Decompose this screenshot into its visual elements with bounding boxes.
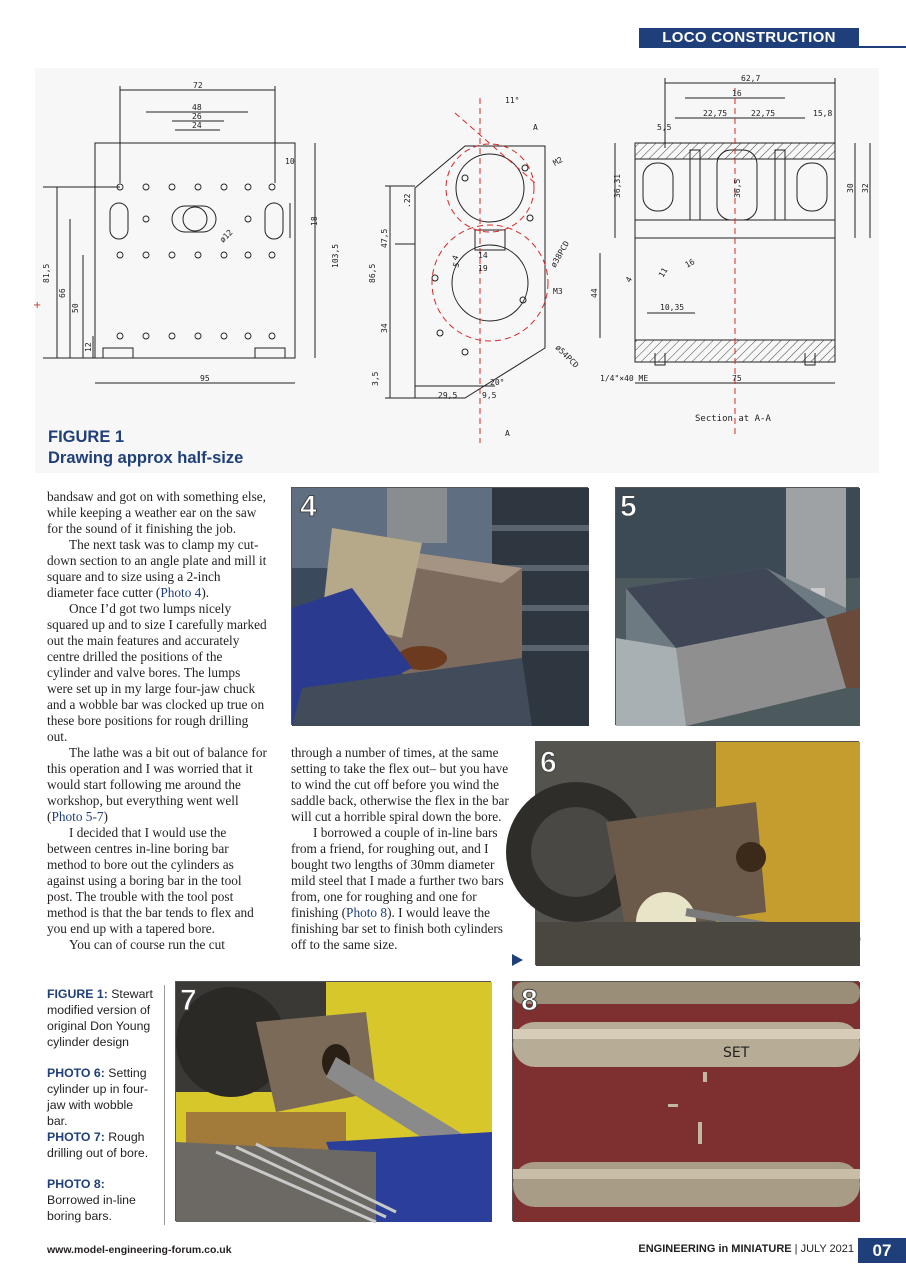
svg-text:11°: 11° <box>505 96 520 105</box>
svg-text:5,5: 5,5 <box>657 123 672 132</box>
svg-text:44: 44 <box>590 288 599 298</box>
svg-text:3,5: 3,5 <box>371 371 380 386</box>
svg-text:10,35: 10,35 <box>660 303 685 312</box>
middle-view <box>385 146 545 398</box>
svg-text:.22: .22 <box>403 193 412 208</box>
paragraph: The lathe was a bit out of balance for this operation and I was worried that it would start following me around the workshop, but everything went well (Photo 5-7) <box>47 745 267 824</box>
photo-number: 4 <box>300 490 317 523</box>
photo-ref: Photo 5-7 <box>51 809 104 824</box>
svg-text:86,5: 86,5 <box>368 263 377 283</box>
photo-ref: Photo 4 <box>160 585 202 600</box>
caption-figure-1: FIGURE 1: Stewart modified version of original Don Young cylinder design <box>47 987 153 1049</box>
paragraph: I decided that I would use the between centres in-line boring bar method to bore out the cylinders as against using a boring bar in the tool post. The trouble with the tool post method is that the bar tends to flex and you end up with a tapered bore. <box>47 825 254 936</box>
svg-text:50: 50 <box>71 303 80 313</box>
svg-text:24: 24 <box>192 121 202 130</box>
svg-text:32: 32 <box>861 183 870 193</box>
svg-text:95: 95 <box>200 374 210 383</box>
svg-text:22,75: 22,75 <box>751 109 776 118</box>
svg-text:103,5: 103,5 <box>331 243 340 268</box>
svg-text:81,5: 81,5 <box>42 263 51 283</box>
svg-text:M2: M2 <box>551 155 565 168</box>
svg-text:15,8: 15,8 <box>813 109 833 118</box>
paragraph: Once I’d got two lumps nicely squared up and to size I carefully marked out the main features and accurately centre drilled the positions of the cylinder and valve bores. The lumps were set up in my large four-jaw chuck and a wobble bar was clocked up true on these bore positions for rough drilling out. <box>47 601 267 744</box>
continue-arrow-icon <box>512 954 523 966</box>
svg-text:66: 66 <box>58 288 67 298</box>
svg-text:1/4"×40 ME: 1/4"×40 ME <box>600 374 649 383</box>
photo-number: 6 <box>540 746 557 779</box>
svg-text:9,5: 9,5 <box>482 391 497 400</box>
svg-text:22,75: 22,75 <box>703 109 728 118</box>
svg-text:12: 12 <box>84 342 93 352</box>
paragraph: I borrowed a couple of in-line bars from a friend, for roughing out, and I bought two lengths of 30mm diameter mild steel that I made a further two bars from, one for roughing and one for finishing (Photo 8). I would leave the finishing bar set to finish both cylinders off to the same size. <box>291 825 504 952</box>
bar-marking: SET <box>723 1045 750 1061</box>
section-label: Section at A-A <box>695 414 771 424</box>
svg-text:4: 4 <box>450 254 461 262</box>
caption-photo-8: PHOTO 8: Borrowed in-line boring bars. <box>47 1177 136 1223</box>
header-rule <box>859 28 906 48</box>
photo-number: 5 <box>620 490 637 523</box>
svg-text:4: 4 <box>623 275 635 284</box>
footer-website[interactable]: www.model-engineering-forum.co.uk <box>47 1244 232 1256</box>
paragraph: through a number of times, at the same setting to take the flex out– but you have to wind the cut off before you wind the saddle back, otherwise the flex in the bar will cut a horrible spiral down the bore. <box>291 745 509 824</box>
photo-8 <box>512 981 859 1221</box>
svg-text:47,5: 47,5 <box>380 228 389 248</box>
svg-text:75: 75 <box>732 374 742 383</box>
svg-text:30: 30 <box>846 183 855 193</box>
photo-4 <box>291 487 588 725</box>
svg-text:29,5: 29,5 <box>438 391 458 400</box>
svg-text:62,7: 62,7 <box>741 74 761 83</box>
svg-text:26: 26 <box>192 112 202 121</box>
body-column-2 <box>291 745 513 953</box>
svg-text:19: 19 <box>478 264 488 273</box>
svg-text:ø38PCD: ø38PCD <box>548 239 572 269</box>
svg-text:M3: M3 <box>553 287 563 296</box>
paragraph: The next task was to clamp my cut-down section to an angle plate and mill it square and to size using a 2-inch diameter face cutter (Photo 4). <box>47 537 267 600</box>
photo-number: 7 <box>180 984 197 1017</box>
svg-text:18: 18 <box>310 216 319 226</box>
footer-magazine: ENGINEERING in MINIATURE | JULY 2021 <box>638 1243 854 1255</box>
page-number: 07 <box>858 1238 906 1263</box>
svg-text:ø12: ø12 <box>218 227 235 245</box>
svg-text:36,5: 36,5 <box>733 178 742 198</box>
svg-text:10: 10 <box>285 157 295 166</box>
paragraph: You can of course run the cut <box>69 937 225 952</box>
registration-mark: + <box>33 300 42 311</box>
svg-text:A: A <box>505 429 510 438</box>
svg-text:14: 14 <box>478 251 488 260</box>
svg-text:34: 34 <box>380 323 389 333</box>
paragraph: bandsaw and got on with something else, while keeping a weather ear on the saw for the sound of it finishing the job. <box>47 489 266 536</box>
photo-6 <box>535 741 859 965</box>
svg-text:36,31: 36,31 <box>613 173 622 198</box>
figure-label: FIGURE 1 <box>48 428 125 446</box>
svg-text:48: 48 <box>192 103 202 112</box>
svg-text:A: A <box>533 123 538 132</box>
body-column-1 <box>47 489 269 953</box>
right-view-dims <box>590 74 870 424</box>
svg-text:16: 16 <box>732 89 742 98</box>
left-view <box>43 86 315 383</box>
photo-ref: Photo 8 <box>346 905 388 920</box>
photo-7 <box>175 981 491 1221</box>
caption-divider <box>164 985 165 1225</box>
figure-title <box>48 427 243 469</box>
figure-subtitle: Drawing approx half-size <box>48 449 244 467</box>
figure-1-drawing <box>35 68 879 473</box>
svg-text:5: 5 <box>451 261 462 269</box>
svg-text:11: 11 <box>656 266 670 279</box>
caption-photo-7: PHOTO 7: Rough drilling out of bore. <box>47 1130 149 1160</box>
svg-text:20°: 20° <box>490 378 505 387</box>
svg-text:16: 16 <box>683 257 697 270</box>
svg-text:72: 72 <box>193 81 203 90</box>
caption-photo-6: PHOTO 6: Setting cylinder up in four-jaw with wobble bar. <box>47 1066 149 1128</box>
section-header: LOCO CONSTRUCTION <box>662 29 836 46</box>
svg-text:ø54PCD: ø54PCD <box>553 343 581 370</box>
photo-5 <box>615 487 859 725</box>
photo-number: 8 <box>521 984 538 1017</box>
